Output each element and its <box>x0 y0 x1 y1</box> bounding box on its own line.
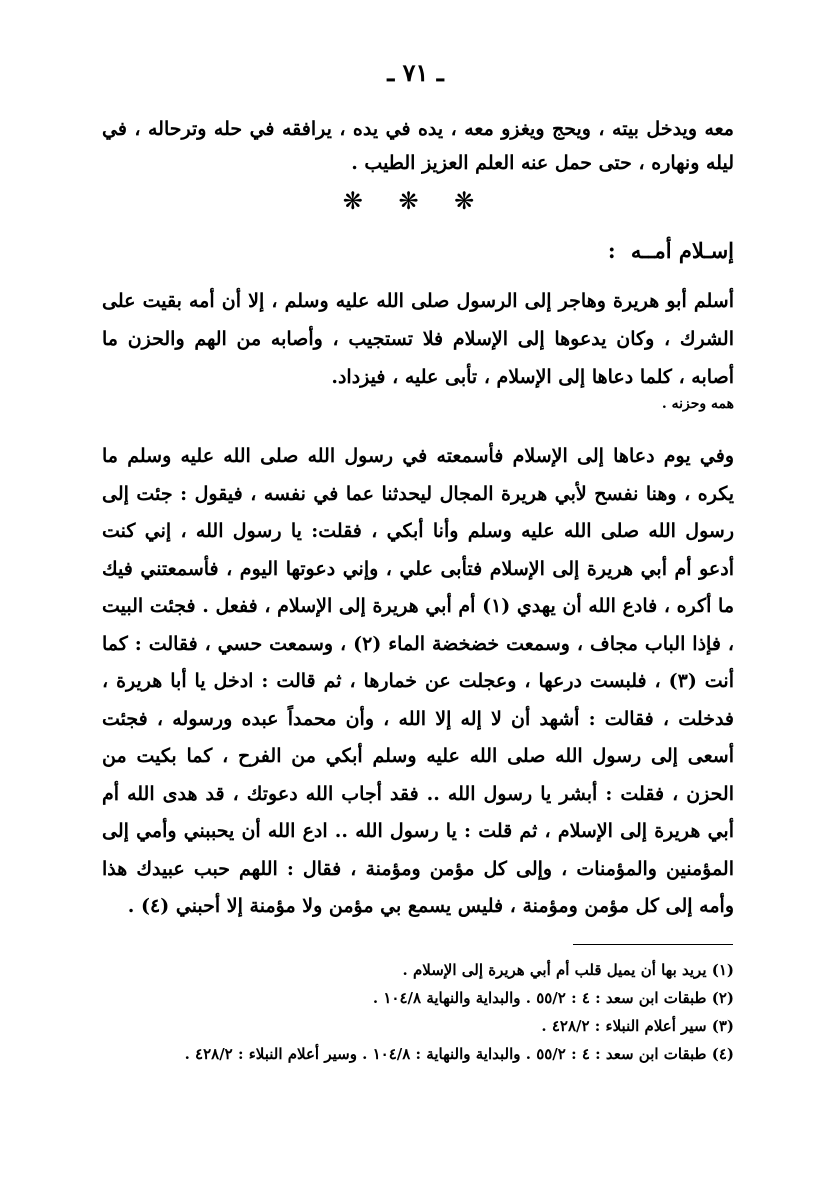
section-title: إسـلام أمــه <box>630 238 734 263</box>
paragraph-1-tail: همه وحزنه . <box>661 396 734 412</box>
footnote-4: (٤) طبقات ابن سعد : ٤ : ٥٥/٢ . والبداية والنهاية : ١٠٤/٨ . وسير أعلام النبلاء : ٤٢٨/٢ . <box>184 1045 734 1063</box>
section-heading <box>102 238 734 263</box>
paragraph-2: وفي يوم دعاها إلى الإسلام فأسمعته في رسول الله صلى الله عليه وسلم ما يكره ، وهنا نفسح لأبي هريرة المجال ليحدثنا عما في نفسه ، فيقول : جئت إلى رسول الله صلى الله عليه وسلم وأنا أبكي ، فقلت: يا رسول الله ، إني كنت أدعو أم أبي هريرة إلى الإسلام فتأبى علي ، وإني دعوتها اليوم ، فأسمعتني فيك ما أكره ، فادع الله أن يهدي (١) أم أبي هريرة إلى الإسلام ، ففعل . فجئت البيت ، فإذا الباب مجاف ، وسمعت خضخضة الماء (٢) ، وسمعت حسي ، فقالت : كما أنت (٣) ، فلبست درعها ، وعجلت عن خمارها ، ثم قالت : ادخل يا أبا هريرة ، فدخلت ، فقالت : أشهد أن لا إله إلا الله ، وأن محمداً عبده ورسوله ، فجئت أسعى إلى رسول الله صلى الله عليه وسلم أبكي من الفرح ، كما بكيت من الحزن ، فقلت : أبشر يا رسول الله .. فقد أجاب الله دعوتك ، قد هدى الله أم أبي هريرة إلى الإسلام ، ثم قلت : يا رسول الله .. ادع الله أن يحببني وأمي إلى المؤمنين والمؤمنات ، وإلى كل مؤمن ومؤمنة ، فقال : اللهم حبب عبيدك هذا وأمه إلى كل مؤمن ومؤمنة ، فليس يسمع بي مؤمن ولا مؤمنة إلا أحبني (٤) . <box>102 445 734 917</box>
footnote-2: (٢) طبقات ابن سعد : ٤ : ٥٥/٢ . والبداية والنهاية ١٠٤/٨ . <box>372 989 734 1007</box>
footnotes <box>100 956 734 1068</box>
intro-paragraph: معه ويدخل بيته ، ويحج ويغزو معه ، يده في يده ، يرافقه في حله وترحاله ، في ليله ونهاره ، حتى حمل عنه العلم العزيز الطيب . <box>102 118 734 174</box>
footnote-divider <box>573 944 733 945</box>
footnote-3: (٣) سير أعلام النبلاء : ٤٢٨/٢ . <box>541 1017 734 1035</box>
footnote-1: (١) يريد بها أن يميل قلب أم أبي هريرة إلى الإسلام . <box>402 961 734 979</box>
section-colon: : <box>607 238 616 263</box>
paragraph-1: أسلم أبو هريرة وهاجر إلى الرسول صلى الله عليه وسلم ، إلا أن أمه بقيت على الشرك ، وكان يدعوها إلى الإسلام فلا تستجيب ، وأصابه من الهم والحزن ما أصابه ، كلما دعاها إلى الإسلام ، تأبى عليه ، فيزداد. <box>102 290 734 388</box>
section-divider: ❋ ❋ ❋ <box>342 187 489 215</box>
page-number: ـ ٧١ ـ <box>387 58 444 87</box>
